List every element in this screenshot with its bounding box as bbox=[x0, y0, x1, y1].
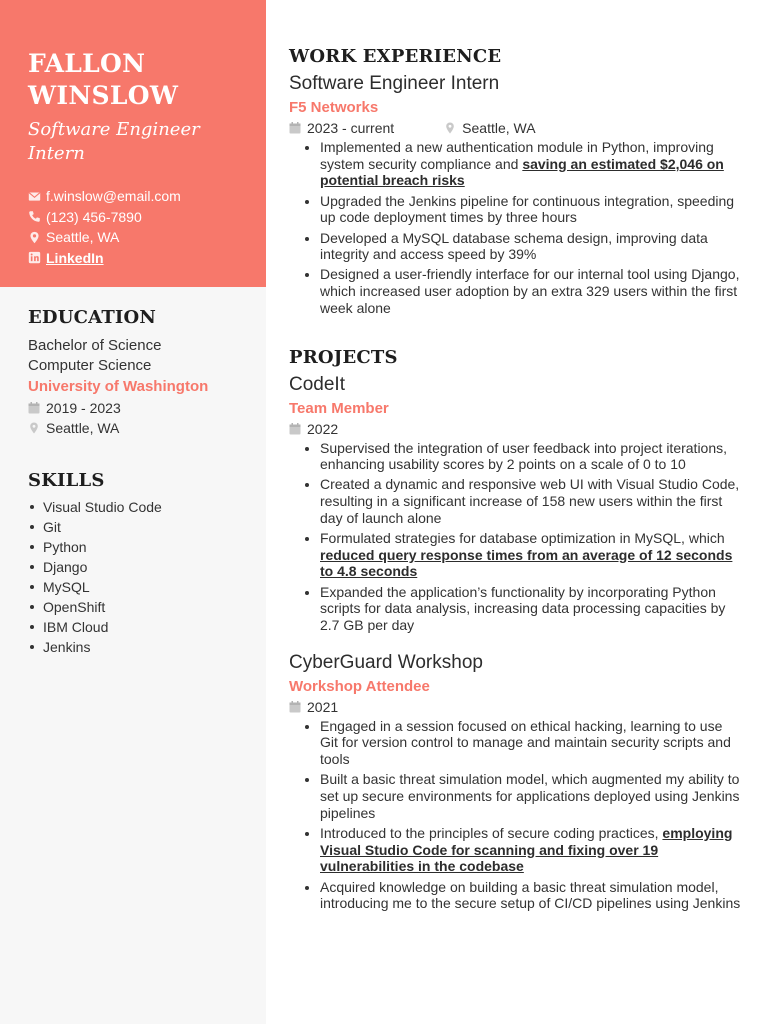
bullet-highlight: saving an estimated $2,046 on potential breach risks bbox=[320, 155, 724, 189]
bullet-item bbox=[289, 825, 741, 875]
bullet-item: Supervised the integration of user feedback into project iterations, enhancing usability scores by 2 points on a scale of 0 to 10 bbox=[289, 440, 741, 473]
calendar-icon bbox=[289, 122, 301, 134]
location-text: Seattle, WA bbox=[46, 229, 120, 246]
candidate-role bbox=[28, 118, 238, 166]
skill-item: Git bbox=[28, 517, 238, 537]
education-dates: 2019 - 2023 bbox=[46, 400, 121, 416]
calendar-icon bbox=[289, 701, 301, 713]
email-icon bbox=[28, 190, 41, 203]
bullet-item: Built a basic threat simulation model, which augmented my ability to set up secure environments for applications deployed using Jenkins pipelines bbox=[289, 771, 741, 821]
location-pin-icon bbox=[28, 422, 40, 434]
project-name: CodeIt bbox=[289, 373, 345, 395]
bullet-text: Formulated strategies for database optimization in MySQL, which bbox=[320, 530, 725, 547]
degree: Bachelor of Science bbox=[28, 337, 162, 354]
email-text: f.winslow@email.com bbox=[46, 188, 181, 205]
bullet-item: Upgraded the Jenkins pipeline for continuous integration, speeding up code deployment times by three hours bbox=[289, 193, 741, 226]
company-name: F5 Networks bbox=[289, 99, 379, 116]
work-section bbox=[289, 46, 741, 317]
job-location-group bbox=[444, 119, 535, 137]
skill-item: Jenkins bbox=[28, 637, 238, 657]
project-year: 2022 bbox=[307, 420, 339, 437]
contact-email[interactable] bbox=[28, 186, 238, 207]
education-dates-row bbox=[28, 398, 238, 418]
job-dates: 2023 - current bbox=[307, 120, 395, 136]
job-bullets bbox=[289, 139, 741, 317]
name-line-1: FALLON bbox=[28, 49, 146, 78]
project-meta-row bbox=[289, 420, 741, 438]
field-of-study: Computer Science bbox=[28, 357, 152, 374]
main-column bbox=[289, 46, 741, 916]
calendar-icon bbox=[289, 423, 301, 435]
bullet-highlight: employing Visual Studio Code for scanning and fixing over 19 vulnerabilities in the codebase bbox=[320, 824, 733, 875]
skill-item: Visual Studio Code bbox=[28, 497, 238, 517]
linkedin-icon bbox=[28, 251, 41, 264]
calendar-icon bbox=[28, 402, 40, 414]
job-meta-row bbox=[289, 119, 741, 137]
projects-section bbox=[289, 347, 741, 912]
project-cyberguard bbox=[289, 650, 741, 912]
job-title: Software Engineer Intern bbox=[289, 73, 500, 94]
contact-phone[interactable] bbox=[28, 207, 238, 228]
bullet-highlight: reduced query response times from an average of 12 seconds to 4.8 seconds bbox=[320, 546, 733, 580]
bullet-text: Implemented a new authentication module in Python, improving system security compliance and bbox=[320, 139, 714, 172]
education-location-row bbox=[28, 418, 238, 438]
phone-icon bbox=[28, 210, 41, 223]
project-role: Team Member bbox=[289, 399, 389, 417]
projects-title: PROJECTS bbox=[289, 346, 398, 368]
role-line-2: Intern bbox=[28, 143, 85, 164]
phone-text: (123) 456-7890 bbox=[46, 208, 142, 225]
bullet-item: Created a dynamic and responsive web UI with Visual Studio Code, resulting in a significant increase of 158 new users within the first day of launch alone bbox=[289, 476, 741, 526]
contact-location bbox=[28, 227, 238, 248]
project-role: Workshop Attendee bbox=[289, 677, 430, 695]
sidebar bbox=[0, 0, 266, 1024]
bullet-item: Acquired knowledge on building a basic threat simulation model, introducing me to the secure setup of CI/CD pipelines using Jenkins bbox=[289, 879, 741, 912]
bullet-item: Developed a MySQL database schema design, improving data integrity and access speed by 39% bbox=[289, 230, 741, 263]
project-year: 2021 bbox=[307, 698, 339, 715]
candidate-name bbox=[28, 48, 238, 112]
skill-item: MySQL bbox=[28, 577, 238, 597]
linkedin-link[interactable]: LinkedIn bbox=[46, 249, 104, 266]
name-line-2: WINSLOW bbox=[28, 81, 179, 110]
bullet-text: Introduced to the principles of secure coding practices, bbox=[320, 824, 663, 841]
education-location: Seattle, WA bbox=[46, 420, 120, 436]
job-location: Seattle, WA bbox=[462, 120, 536, 136]
education-title: EDUCATION bbox=[28, 307, 157, 328]
location-pin-icon bbox=[28, 231, 41, 244]
contact-linkedin[interactable] bbox=[28, 248, 238, 269]
bullet-item: Designed a user-friendly interface for our internal tool using Django, which increased user adoption by an extra 329 users within the first week alone bbox=[289, 266, 741, 316]
skill-item: OpenShift bbox=[28, 597, 238, 617]
bullet-item: Expanded the application’s functionality by incorporating Python scripts for data analysis, increasing data processing capacities by 2.7 GB per day bbox=[289, 584, 741, 634]
education-section bbox=[28, 307, 238, 438]
sidebar-body bbox=[0, 287, 266, 657]
project-bullets bbox=[289, 440, 741, 634]
skill-item: Django bbox=[28, 557, 238, 577]
bullet-item bbox=[289, 139, 741, 189]
work-title: WORK EXPERIENCE bbox=[289, 46, 502, 67]
bullet-item: Engaged in a session focused on ethical hacking, learning to use Git for version control to manage and maintain security scripts and tools bbox=[289, 718, 741, 768]
skills-title: SKILLS bbox=[28, 470, 105, 491]
profile-header bbox=[0, 0, 266, 287]
role-line-1: Software Engineer bbox=[28, 119, 200, 140]
skills-list bbox=[28, 497, 238, 657]
skills-section bbox=[28, 470, 238, 657]
location-pin-icon bbox=[444, 122, 456, 134]
school-name: University of Washington bbox=[28, 378, 209, 395]
skill-item: Python bbox=[28, 537, 238, 557]
contact-list bbox=[28, 186, 238, 268]
project-meta-row bbox=[289, 698, 741, 716]
skill-item: IBM Cloud bbox=[28, 617, 238, 637]
bullet-item bbox=[289, 530, 741, 580]
project-codeit bbox=[289, 372, 741, 634]
education-entry bbox=[28, 336, 238, 438]
project-bullets bbox=[289, 718, 741, 912]
project-name: CyberGuard Workshop bbox=[289, 651, 483, 673]
